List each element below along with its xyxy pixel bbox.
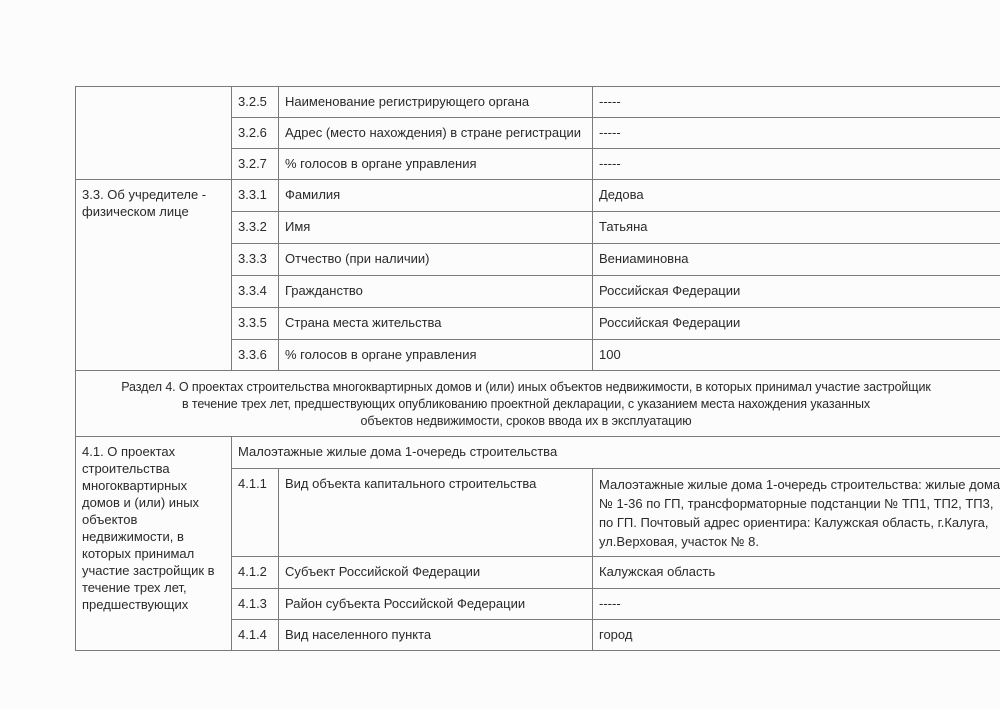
- row-value: Российская Федерации: [593, 308, 1000, 340]
- row-number: 4.1.4: [232, 620, 279, 651]
- row-number: 3.2.7: [232, 149, 279, 180]
- table-row: [76, 180, 1000, 212]
- row-value: Российская Федерации: [593, 276, 1000, 308]
- section-3-2-title-cell: [76, 87, 232, 180]
- row-number: 3.3.5: [232, 308, 279, 340]
- project-name: Малоэтажные жилые дома 1-очередь строительства: [232, 437, 1000, 469]
- section-4-heading-line: в течение трех лет, предшествующих опубликованию проектной декларации, с указанием места нахождения указанных: [182, 397, 870, 411]
- section-4-1-title: 4.1. О проектах строительства многоквартирных домов и (или) иных объектов недвижимости, в которых принимал участие застройщик в течение трех лет, предшествующих: [76, 437, 232, 651]
- section-4-heading-line: объектов недвижимости, сроков ввода их в эксплуатацию: [360, 414, 692, 428]
- row-value: -----: [593, 149, 1000, 180]
- row-number: 3.3.6: [232, 340, 279, 371]
- row-label: Имя: [279, 212, 593, 244]
- table-row: [76, 437, 1000, 469]
- row-value: -----: [593, 118, 1000, 149]
- row-number: 4.1.1: [232, 469, 279, 557]
- row-label: Вид объекта капитального строительства: [279, 469, 593, 557]
- section-4-heading-line: Раздел 4. О проектах строительства многоквартирных домов и (или) иных объектов недвижимости, в которых принимал участие застройщик: [121, 380, 931, 394]
- row-number: 4.1.2: [232, 557, 279, 589]
- row-value: Малоэтажные жилые дома 1-очередь строительства: жилые дома № 1-36 по ГП, трансформаторные подстанции № ТП1, ТП2, ТП3, по ГП. Почтовый адрес ориентира: Калужская область, г.Калуга, ул.Верховая, участок № 8.: [593, 469, 1000, 557]
- row-value: Вениаминовна: [593, 244, 1000, 276]
- row-value: 100: [593, 340, 1000, 371]
- row-label: Наименование регистрирующего органа: [279, 87, 593, 118]
- row-label: Отчество (при наличии): [279, 244, 593, 276]
- section-4-heading: [76, 371, 1000, 437]
- row-number: 3.3.2: [232, 212, 279, 244]
- declaration-table: [75, 86, 1000, 651]
- section-3-3-title: 3.3. Об учредителе - физическом лице: [76, 180, 232, 371]
- row-number: 3.2.5: [232, 87, 279, 118]
- row-label: Адрес (место нахождения) в стране регистрации: [279, 118, 593, 149]
- row-number: 3.3.4: [232, 276, 279, 308]
- row-number: 3.3.3: [232, 244, 279, 276]
- row-label: Субъект Российской Федерации: [279, 557, 593, 589]
- row-label: Фамилия: [279, 180, 593, 212]
- row-label: Район субъекта Российской Федерации: [279, 589, 593, 620]
- row-label: % голосов в органе управления: [279, 149, 593, 180]
- row-value: Татьяна: [593, 212, 1000, 244]
- row-value: -----: [593, 87, 1000, 118]
- row-value: Калужская область: [593, 557, 1000, 589]
- row-value: Дедова: [593, 180, 1000, 212]
- row-value: город: [593, 620, 1000, 651]
- row-value: -----: [593, 589, 1000, 620]
- row-number: 4.1.3: [232, 589, 279, 620]
- section-heading-row: [76, 371, 1000, 437]
- row-label: Гражданство: [279, 276, 593, 308]
- table-row: [76, 87, 1000, 118]
- row-label: Вид населенного пункта: [279, 620, 593, 651]
- row-label: % голосов в органе управления: [279, 340, 593, 371]
- row-label: Страна места жительства: [279, 308, 593, 340]
- row-number: 3.2.6: [232, 118, 279, 149]
- row-number: 3.3.1: [232, 180, 279, 212]
